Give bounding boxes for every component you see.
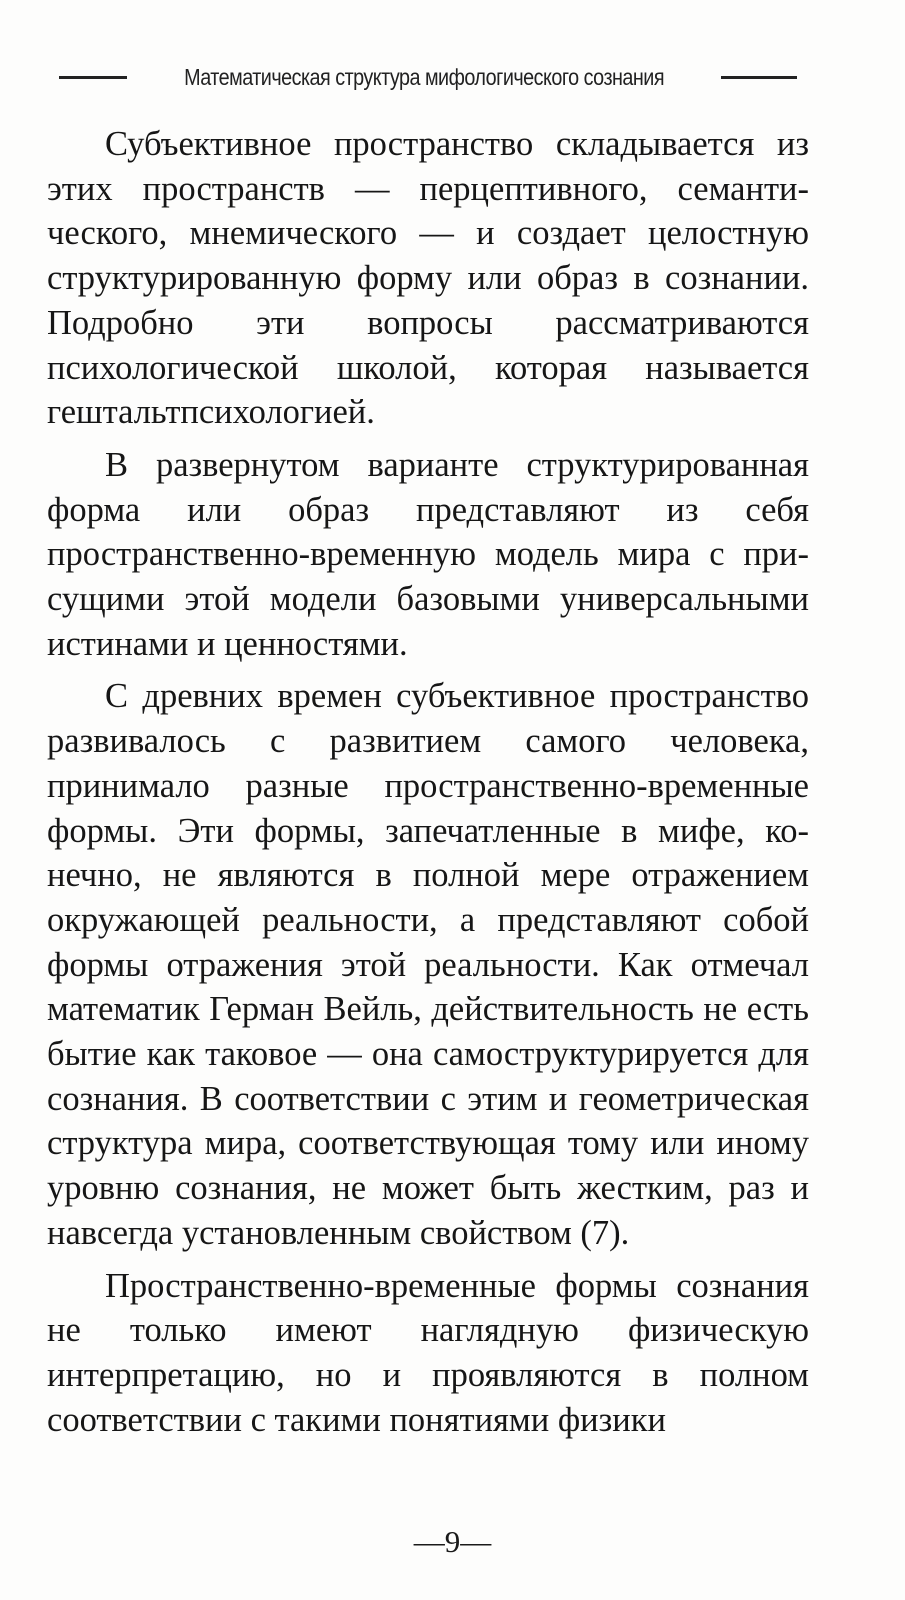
body-text [47, 122, 809, 1442]
paragraph-3: С древних времен субъективное пространство развивалось с развитием самого человека, принимало разные пространственно-временные формы. Эти формы, запечатленные в мифе, конечно, не являются в полной мере отражением окружающей реальности, а представляют собой формы отражения этой реальности. Как отмечал математик Герман Вейль, действительность не есть бытие как таковое — она самоструктурируется для сознания. В соответствии с этим и геометрическая структура мира, соответствующая тому или иному уровню сознания, не может быть жестким, раз и навсегда установленным свойством (7). [47, 677, 809, 1252]
running-head-rule-right [721, 76, 797, 79]
paragraph-1: Субъективное пространство складывается из этих пространств — перцептивного, семантического, мнемического — и создает целостную структурированную форму или образ в сознании. Подробно эти вопросы рассматриваются психологической школой, которая называется гештальтпсихологией. [47, 125, 809, 432]
paragraph-2: В развернутом варианте структурированная форма или образ представляют из себя пространственно-временную модель мира с присущими этой модели базовыми универсальными истинами и ценностями. [47, 445, 809, 663]
running-head [48, 62, 808, 92]
paragraph-4: Пространственно-временные формы сознания не только имеют наглядную физическую интерпретацию, но и проявляются в полном соответствии с такими понятиями физики [47, 1266, 809, 1439]
running-head-rule-left [59, 76, 127, 79]
page-number: —9— [413, 1524, 492, 1559]
running-head-title: Математическая структура мифологического сознания [184, 63, 664, 90]
